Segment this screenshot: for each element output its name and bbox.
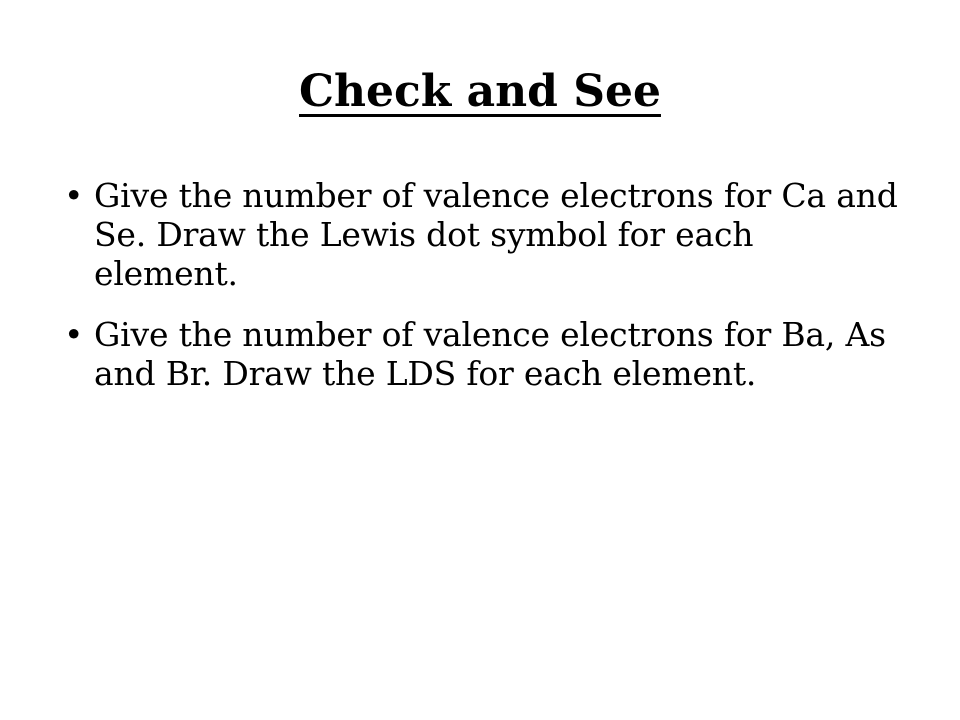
bullet-icon: • bbox=[64, 315, 84, 354]
bullet-text-2: Give the number of valence electrons for Ba, As and Br. Draw the LDS for each element. bbox=[94, 315, 886, 393]
slide-title: Check and See bbox=[299, 66, 661, 117]
bullet-text-1: Give the number of valence electrons for Ca and Se. Draw the Lewis dot symbol for each element. bbox=[94, 176, 898, 293]
bullet-item-2 bbox=[64, 315, 904, 393]
bullet-list bbox=[64, 176, 904, 415]
bullet-icon: • bbox=[64, 176, 84, 215]
bullet-item-1 bbox=[64, 176, 904, 293]
